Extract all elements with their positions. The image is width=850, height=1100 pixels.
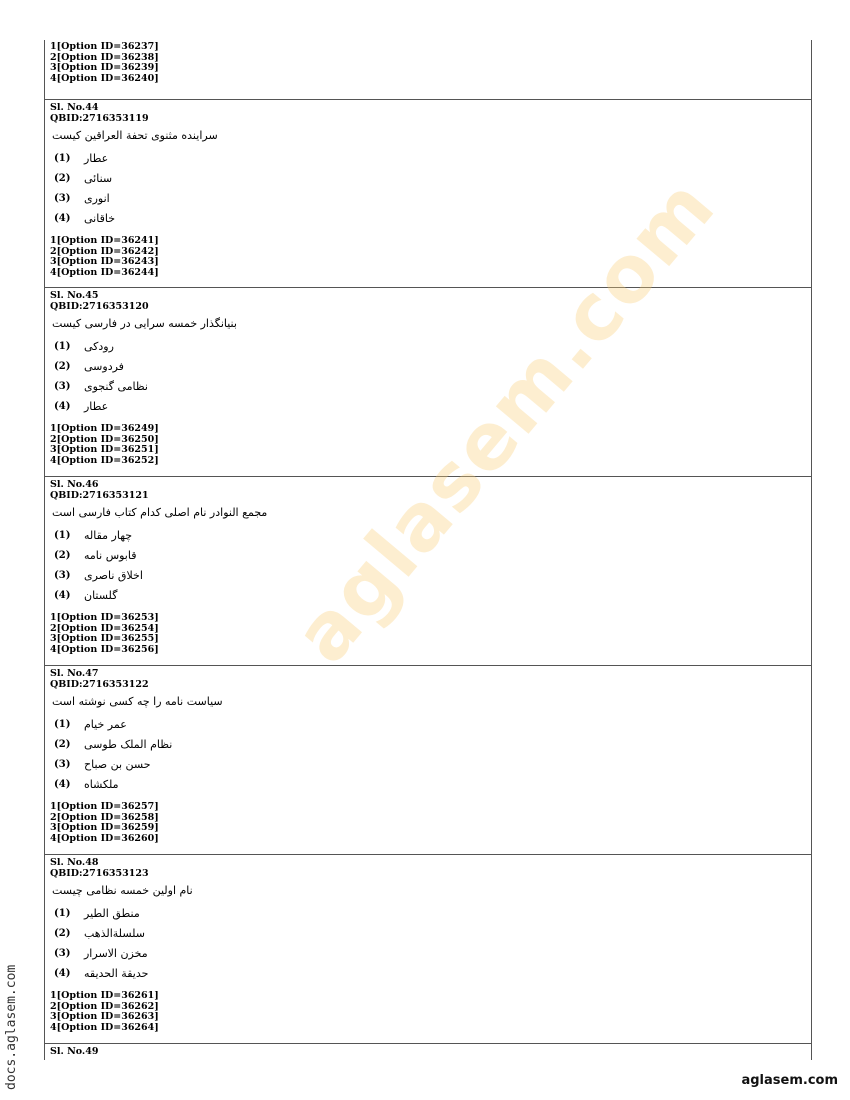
option-text: قابوس نامه [84, 548, 137, 562]
watermark: aglasem.com [277, 161, 734, 681]
option-row [50, 396, 811, 416]
option-id: 4[Option ID=36260] [50, 832, 159, 844]
option-number: (2) [54, 549, 71, 561]
option-number: (1) [54, 152, 71, 164]
option-text: فردوسی [84, 359, 124, 373]
qbid: QBID:2716353121 [50, 490, 149, 501]
serial-number: Sl. No.46 [50, 479, 99, 490]
option-number: (3) [54, 192, 71, 204]
option-number: (1) [54, 718, 71, 730]
option-text: چهار مقاله [84, 528, 133, 542]
option-text: نظامی گنجوی [84, 379, 148, 393]
option-row [50, 963, 811, 983]
option-text: ملکشاه [84, 777, 119, 791]
option-id: 3[Option ID=36255] [50, 633, 159, 645]
option-number: (3) [54, 380, 71, 392]
option-id: 4[Option ID=36244] [50, 266, 159, 278]
question-text: بنیانگذار خمسه سرایی در فارسی کیست [52, 317, 237, 330]
option-number: (1) [54, 529, 71, 541]
option-id: 2[Option ID=36250] [50, 433, 159, 445]
option-number: (4) [54, 589, 71, 601]
option-id: 2[Option ID=36242] [50, 245, 159, 257]
qbid: QBID:2716353119 [50, 113, 149, 124]
serial-number: Sl. No.45 [50, 290, 99, 301]
option-text: حسن بن صباح [84, 757, 151, 771]
option-row [50, 734, 811, 754]
option-id: 4[Option ID=36264] [50, 1021, 159, 1033]
serial-number: Sl. No.44 [50, 102, 99, 113]
option-id: 4[Option ID=36252] [50, 454, 159, 466]
option-id: 4[Option ID=36256] [50, 643, 159, 655]
option-number: (2) [54, 927, 71, 939]
question-text: مجمع النوادر نام اصلی کدام کتاب فارسی است [52, 506, 268, 519]
option-id: 3[Option ID=36259] [50, 822, 159, 834]
option-row [50, 754, 811, 774]
option-text: مخزن الاسرار [84, 946, 148, 960]
option-id: 3[Option ID=36263] [50, 1011, 159, 1023]
option-text: منطق الطیر [84, 906, 140, 920]
qbid: QBID:2716353123 [50, 868, 149, 879]
option-id: 1[Option ID=36237] [50, 41, 159, 52]
option-text: رودکی [84, 339, 114, 353]
option-text: خاقانی [84, 211, 115, 225]
footer-brand: aglasem.com [741, 1073, 838, 1088]
side-url: docs.aglasem.com [4, 964, 19, 1090]
option-id: 4[Option ID=36240] [50, 72, 159, 84]
question-block [45, 855, 811, 1044]
serial-number: Sl. No.49 [50, 1046, 99, 1057]
question-block [45, 666, 811, 855]
option-text: عمر خیام [84, 717, 127, 731]
option-id: 3[Option ID=36243] [50, 256, 159, 268]
option-id: 2[Option ID=36238] [50, 51, 159, 63]
option-row [50, 943, 811, 963]
option-row [50, 903, 811, 923]
option-text: عطار [84, 151, 109, 165]
serial-number: Sl. No.47 [50, 668, 99, 679]
option-number: (3) [54, 758, 71, 770]
option-number: (2) [54, 360, 71, 372]
option-row [50, 356, 811, 376]
question-text: سراینده مثنوی تحفة العراقین کیست [52, 129, 218, 142]
option-number: (1) [54, 907, 71, 919]
option-id: 1[Option ID=36257] [50, 801, 159, 812]
option-text: انوری [84, 191, 110, 205]
option-text: گلستان [84, 588, 118, 602]
option-number: (4) [54, 212, 71, 224]
option-text: سنائی [84, 171, 113, 185]
option-text: عطار [84, 399, 109, 413]
question-text: سیاست نامه را چه کسی نوشته است [52, 695, 223, 708]
option-id: 3[Option ID=36251] [50, 444, 159, 456]
option-text: اخلاق ناصری [84, 568, 143, 582]
option-number: (3) [54, 947, 71, 959]
option-text: نظام الملک طوسی [84, 737, 173, 751]
question-text: نام اولین خمسه نظامی چیست [52, 884, 193, 897]
option-row [50, 923, 811, 943]
option-row [50, 148, 811, 168]
option-number: (4) [54, 400, 71, 412]
option-id: 1[Option ID=36253] [50, 612, 159, 623]
option-number: (2) [54, 172, 71, 184]
option-row [50, 336, 811, 356]
option-number: (1) [54, 340, 71, 352]
option-number: (4) [54, 778, 71, 790]
option-id: 3[Option ID=36239] [50, 62, 159, 74]
option-row [50, 714, 811, 734]
option-id: 1[Option ID=36249] [50, 423, 159, 434]
qbid: QBID:2716353122 [50, 679, 149, 690]
option-id: 2[Option ID=36258] [50, 811, 159, 823]
option-number: (2) [54, 738, 71, 750]
option-id: 2[Option ID=36262] [50, 1000, 159, 1012]
option-id: 1[Option ID=36261] [50, 990, 159, 1001]
option-row [50, 774, 811, 794]
option-id: 2[Option ID=36254] [50, 622, 159, 634]
qbid: QBID:2716353120 [50, 301, 149, 312]
serial-number: Sl. No.48 [50, 857, 99, 868]
question-block [45, 1044, 811, 1059]
option-row [50, 376, 811, 396]
option-text: حدیقة الحدیقه [84, 966, 149, 980]
option-number: (4) [54, 967, 71, 979]
option-number: (3) [54, 569, 71, 581]
option-ids-block [45, 40, 811, 100]
option-row [50, 585, 811, 605]
option-id: 1[Option ID=36241] [50, 235, 159, 246]
option-text: سلسلةالذهب [84, 926, 145, 940]
option-row [50, 168, 811, 188]
